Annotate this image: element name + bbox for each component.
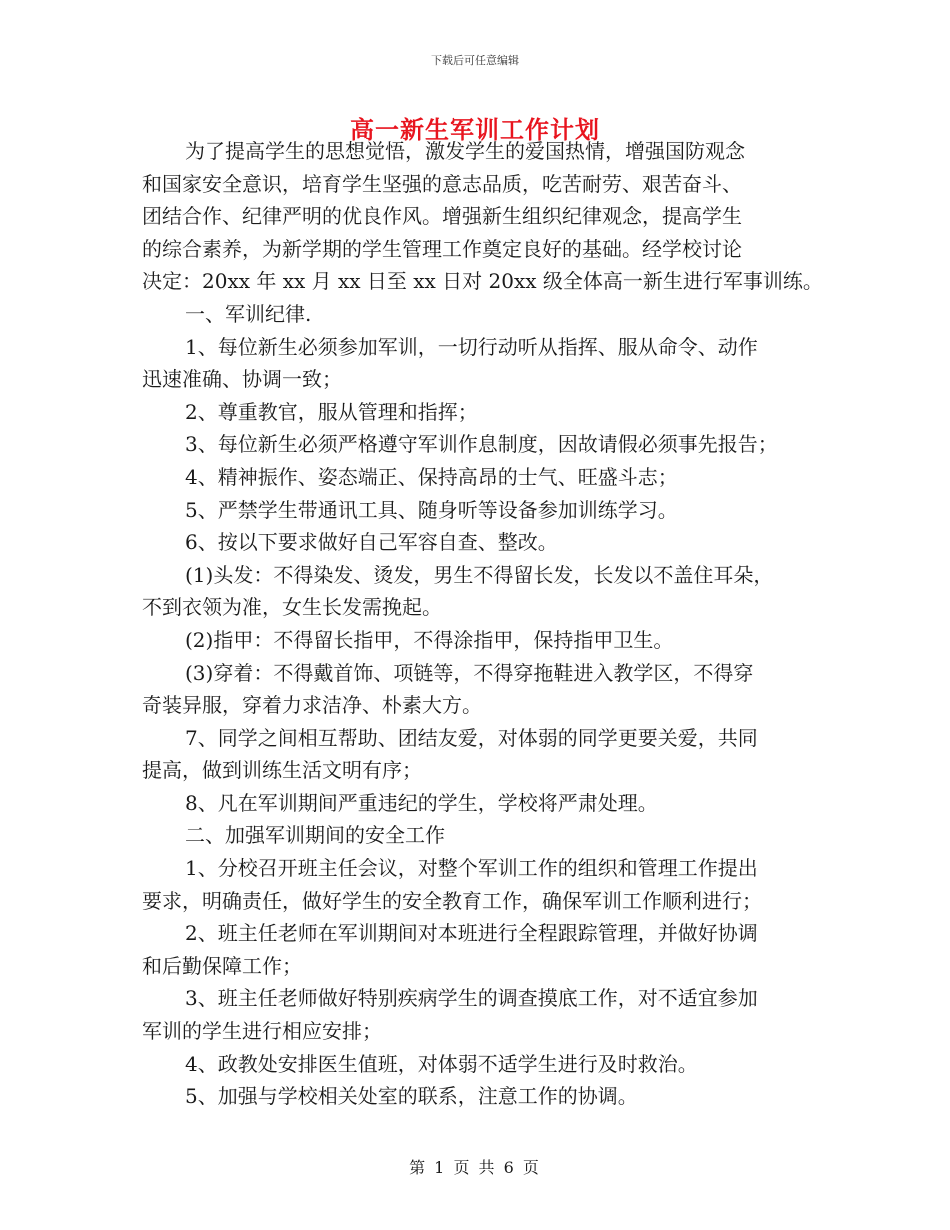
- body-line: 6、按以下要求做好自己军容自查、整改。: [185, 530, 558, 555]
- body-line: 7、同学之间相互帮助、团结友爱，对体弱的同学更要关爱，共同: [185, 725, 758, 750]
- body-line: 4、精神振作、姿态端正、保持高昂的士气、旺盛斗志；: [185, 464, 678, 489]
- body-line: 1、分校召开班主任会议，对整个军训工作的组织和管理工作提出: [185, 856, 758, 881]
- body-line: 迅速准确、协调一致；: [142, 367, 342, 392]
- body-line: 奇装异服，穿着力求洁净、朴素大方。: [142, 693, 482, 718]
- body-line: 为了提高学生的思想觉悟，激发学生的爱国热情，增强国防观念: [185, 139, 745, 163]
- body-line: 的综合素养，为新学期的学生管理工作奠定良好的基础。经学校讨论: [142, 236, 742, 261]
- body-line: 要求，明确责任，做好学生的安全教育工作，确保军训工作顺利进行；: [142, 888, 762, 913]
- body-line: (3)穿着：不得戴首饰、项链等，不得穿拖鞋进入教学区，不得穿: [185, 660, 754, 685]
- body-line: 5、严禁学生带通讯工具、随身听等设备参加训练学习。: [185, 497, 678, 522]
- body-line: 一、军训纪律.: [185, 301, 312, 326]
- body-line: 和国家安全意识，培育学生坚强的意志品质，吃苦耐劳、艰苦奋斗、: [142, 171, 742, 196]
- body-line: 4、政教处安排医生值班，对体弱不适学生进行及时救治。: [185, 1051, 698, 1076]
- body-line: 2、尊重教官，服从管理和指挥；: [185, 399, 478, 424]
- body-line: 3、班主任老师做好特别疾病学生的调查摸底工作，对不适宜参加: [185, 986, 758, 1011]
- body-line: 决定：20xx 年 xx 月 xx 日至 xx 日对 20xx 级全体高一新生进行军事训练。: [142, 269, 823, 294]
- page-footer: 第 1 页 共 6 页: [409, 1158, 541, 1177]
- body-line: 军训的学生进行相应安排；: [142, 1019, 382, 1044]
- header-note: 下载后可任意编辑: [431, 54, 519, 67]
- body-line: 和后勤保障工作；: [142, 953, 302, 978]
- body-line: 团结合作、纪律严明的优良作风。增强新生组织纪律观念，提高学生: [142, 204, 742, 229]
- body-line: 8、凡在军训期间严重违纪的学生，学校将严肃处理。: [185, 790, 658, 815]
- body-line: 2、班主任老师在军训期间对本班进行全程跟踪管理，并做好协调: [185, 921, 758, 946]
- body-line: 不到衣领为准，女生长发需挽起。: [142, 595, 442, 620]
- body-line: 1、每位新生必须参加军训，一切行动听从指挥、服从命令、动作: [185, 334, 758, 359]
- document-title: 高一新生军训工作计划: [350, 115, 600, 144]
- document-body: [142, 135, 832, 1113]
- body-line: (2)指甲：不得留长指甲，不得涂指甲，保持指甲卫生。: [185, 627, 674, 652]
- body-line: (1)头发：不得染发、烫发，男生不得留长发，长发以不盖住耳朵，: [185, 562, 774, 587]
- body-line: 二、加强军训期间的安全工作: [185, 823, 445, 848]
- body-line: 3、每位新生必须严格遵守军训作息制度，因故请假必须事先报告；: [185, 432, 778, 457]
- body-line: 提高，做到训练生活文明有序；: [142, 758, 422, 783]
- body-line: 5、加强与学校相关处室的联系，注意工作的协调。: [185, 1084, 638, 1109]
